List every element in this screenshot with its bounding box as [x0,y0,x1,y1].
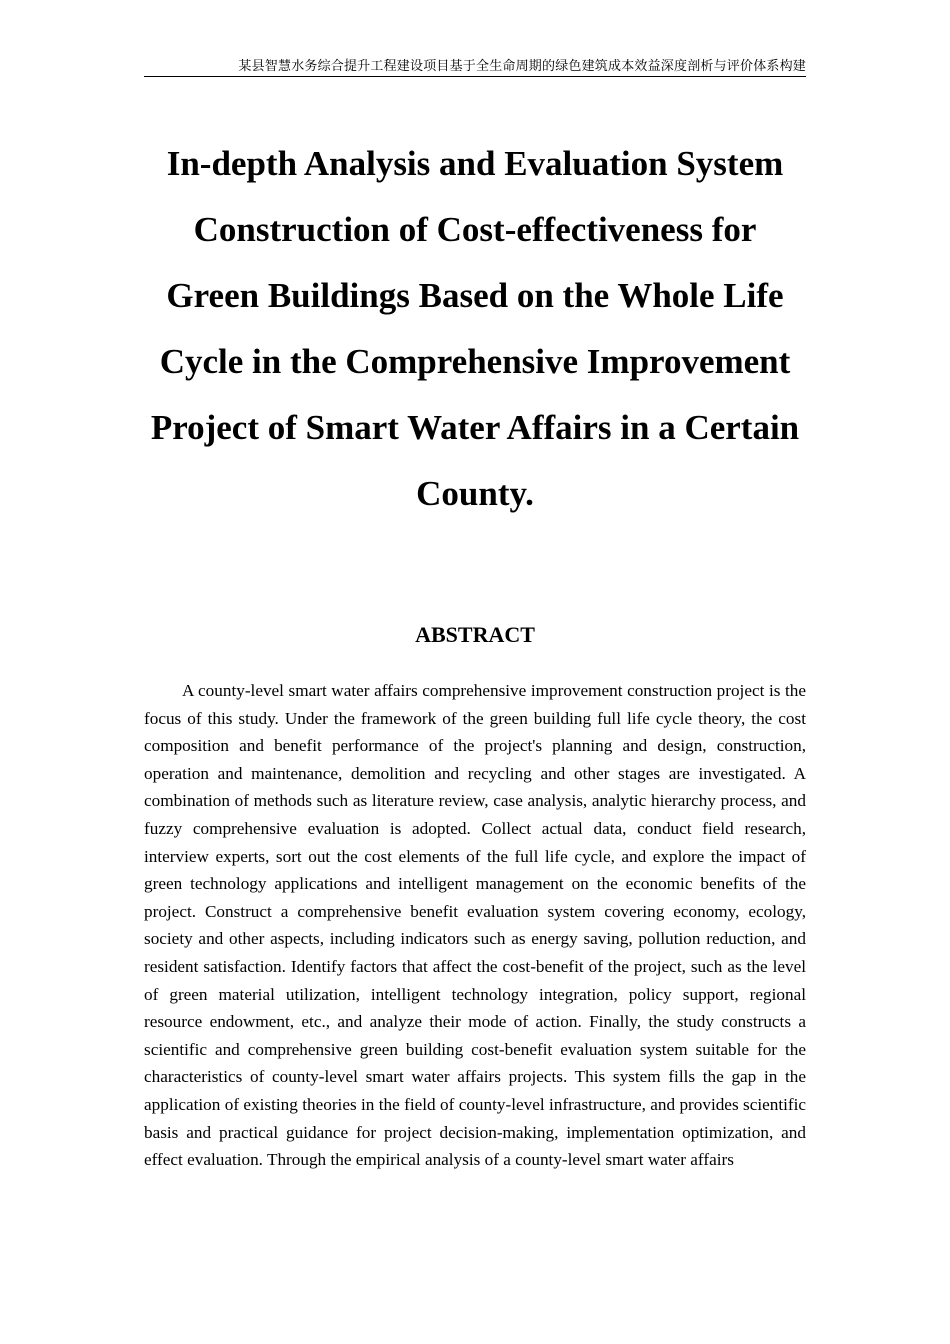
running-header: 某县智慧水务综合提升工程建设项目基于全生命周期的绿色建筑成本效益深度剖析与评价体系构建 [144,57,806,77]
abstract-body: A county-level smart water affairs comprehensive improvement construction project is the focus of this study. Under the framework of the green building full life cycle theory, the cost composition and benefit performance of the project's planning and design, construction, operation and maintenance, demolition and recycling and other stages are investigated. A combination of methods such as literature review, case analysis, analytic hierarchy process, and fuzzy comprehensive evaluation is adopted. Collect actual data, conduct field research, interview experts, sort out the cost elements of the full life cycle, and explore the impact of green technology applications and intelligent management on the economic benefits of the project. Construct a comprehensive benefit evaluation system covering economy, ecology, society and other aspects, including indicators such as energy saving, pollution reduction, and resident satisfaction. Identify factors that affect the cost-benefit of the project, such as the level of green material utilization, intelligent technology integration, policy support, regional resource endowment, etc., and analyze their mode of action. Finally, the study constructs a scientific and comprehensive green building cost-benefit evaluation system suitable for the characteristics of county-level smart water affairs projects. This system fills the gap in the application of existing theories in the field of county-level infrastructure, and provides scientific basis and practical guidance for project decision-making, implementation optimization, and effect evaluation. Through the empirical analysis of a county-level smart water affairs [144,681,806,1170]
abstract-heading: ABSTRACT [415,622,535,647]
paper-title: In-depth Analysis and Evaluation System Construction of Cost-effectiveness for Green Buildings Based on the Whole Life Cycle in the Comprehensive Improvement Project of Smart Water Affairs in a Certain County. [150,144,800,513]
